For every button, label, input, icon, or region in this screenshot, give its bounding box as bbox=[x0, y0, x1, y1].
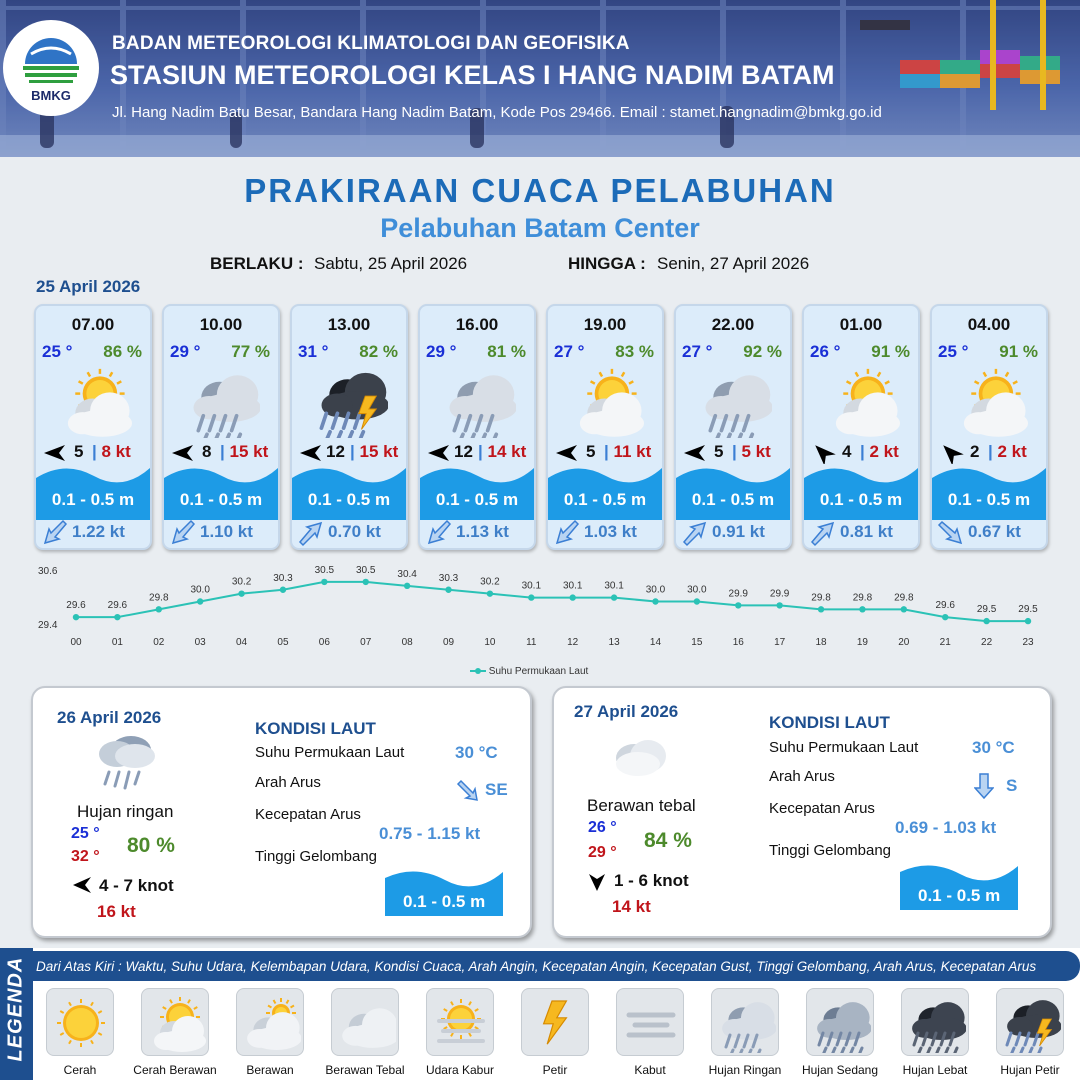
gust-value: 2 kt bbox=[869, 442, 899, 461]
legend-item bbox=[901, 988, 969, 1056]
data-point bbox=[652, 598, 658, 604]
day3-temp-max: 29 ° bbox=[588, 844, 617, 861]
wind-direction-icon bbox=[810, 442, 836, 469]
wave-height: 0.1 - 0.5 m bbox=[563, 490, 647, 509]
x-tick-label: 21 bbox=[939, 637, 951, 648]
legend-series-name: Suhu Permukaan Laut bbox=[488, 666, 589, 677]
hujan-ringan-icon bbox=[698, 364, 772, 443]
data-point bbox=[983, 618, 989, 624]
forecast-card bbox=[674, 304, 792, 550]
current-speed: 1.22 kt bbox=[72, 522, 125, 541]
gust-speed: | 2 kt bbox=[860, 442, 899, 461]
valid-to-label: HINGGA : bbox=[568, 254, 646, 273]
hujan-ringan-icon bbox=[442, 364, 516, 443]
data-label: 30.4 bbox=[397, 568, 417, 580]
gust-value: 15 kt bbox=[359, 442, 399, 461]
forecast-card bbox=[418, 304, 536, 550]
legend-item-label: Cerah bbox=[63, 1063, 97, 1077]
gust-value: 5 kt bbox=[741, 442, 771, 461]
hujan-petir-icon bbox=[314, 364, 388, 443]
forecast-time: 10.00 bbox=[199, 315, 243, 334]
legend-item bbox=[236, 988, 304, 1056]
data-point bbox=[694, 598, 700, 604]
day2-gust: 16 kt bbox=[97, 902, 136, 921]
gust-value: 2 kt bbox=[997, 442, 1027, 461]
day2-current-dir-label: Arah Arus bbox=[255, 774, 321, 791]
data-point bbox=[776, 602, 782, 608]
wind-direction-icon bbox=[554, 442, 580, 469]
forecast-time: 22.00 bbox=[711, 315, 755, 334]
x-tick-label: 15 bbox=[691, 637, 703, 648]
gust-speed: | 5 kt bbox=[732, 442, 771, 461]
gust-value: 8 kt bbox=[101, 442, 131, 461]
forecast-card bbox=[34, 304, 152, 550]
data-point bbox=[901, 606, 907, 612]
wind-speed: 4 bbox=[842, 442, 852, 461]
data-label: 30.1 bbox=[604, 580, 624, 592]
wave-height: 0.1 - 0.5 m bbox=[435, 490, 519, 509]
cerah-berawan-icon bbox=[826, 364, 900, 443]
x-tick-label: 17 bbox=[774, 637, 786, 648]
day2-humidity: 80 % bbox=[127, 834, 175, 857]
data-label: 30.5 bbox=[356, 564, 376, 576]
x-tick-label: 08 bbox=[401, 637, 413, 648]
forecast-temperature: 31 ° bbox=[298, 342, 329, 361]
current-direction-icon bbox=[296, 518, 326, 550]
forecast-card bbox=[290, 304, 408, 550]
day3-wave-label: Tinggi Gelombang bbox=[769, 842, 892, 859]
sst-chart bbox=[0, 558, 1080, 658]
data-point bbox=[528, 594, 534, 600]
data-point bbox=[445, 587, 451, 593]
day3-sst-value: 30 °C bbox=[972, 738, 1015, 757]
day1-date: 25 April 2026 bbox=[36, 277, 141, 296]
x-tick-label: 11 bbox=[526, 637, 537, 648]
x-tick-label: 02 bbox=[153, 637, 165, 648]
wave-height: 0.1 - 0.5 m bbox=[179, 490, 263, 509]
legend-item-label: Cerah Berawan bbox=[133, 1063, 217, 1077]
day2-temp-max: 32 ° bbox=[71, 848, 100, 865]
data-label: 29.8 bbox=[811, 592, 831, 604]
legend-item-label: Berawan Tebal bbox=[325, 1063, 405, 1077]
day3-humidity: 84 % bbox=[644, 829, 692, 852]
hujan-ringan-icon bbox=[91, 726, 163, 803]
data-label: 30.3 bbox=[438, 572, 459, 584]
data-point bbox=[156, 606, 162, 612]
forecast-temperature: 25 ° bbox=[938, 342, 969, 361]
wave-height: 0.1 - 0.5 m bbox=[691, 490, 775, 509]
data-label: 29.6 bbox=[107, 600, 128, 612]
data-label: 29.6 bbox=[66, 600, 86, 612]
forecast-time: 13.00 bbox=[327, 315, 371, 334]
wind-speed: 8 bbox=[202, 442, 212, 461]
day3-wind-speed: 1 - 6 knot bbox=[614, 871, 689, 890]
wind-speed: 12 bbox=[326, 442, 345, 461]
valid-to-value: Senin, 27 April 2026 bbox=[657, 254, 810, 273]
data-point bbox=[611, 594, 617, 600]
sst-series-line bbox=[76, 582, 1028, 621]
day2-wind-speed: 4 - 7 knot bbox=[99, 876, 174, 895]
x-tick-label: 06 bbox=[318, 637, 330, 648]
forecast-temperature: 29 ° bbox=[170, 342, 201, 361]
data-label: 29.9 bbox=[728, 588, 748, 600]
day3-sst-label: Suhu Permukaan Laut bbox=[769, 739, 919, 756]
forecast-temperature: 27 ° bbox=[682, 342, 713, 361]
gust-speed: | 2 kt bbox=[988, 442, 1027, 461]
current-speed: 0.91 kt bbox=[712, 522, 765, 541]
data-point bbox=[280, 587, 286, 593]
day2-sea-title: KONDISI LAUT bbox=[255, 719, 376, 738]
data-point bbox=[569, 594, 575, 600]
cerah-berawan-icon bbox=[58, 364, 132, 443]
day2-sst-label: Suhu Permukaan Laut bbox=[255, 744, 405, 761]
forecast-card bbox=[802, 304, 920, 550]
data-point bbox=[321, 579, 327, 585]
gust-speed: | 15 kt bbox=[350, 442, 399, 461]
wind-direction-icon bbox=[938, 442, 964, 469]
day3-current-speed: 0.69 - 1.03 kt bbox=[895, 818, 997, 837]
day3-gust: 14 kt bbox=[612, 897, 651, 916]
x-tick-label: 00 bbox=[70, 637, 82, 648]
y-tick-label: 29.4 bbox=[38, 620, 58, 631]
data-label: 30.2 bbox=[480, 576, 500, 588]
day2-current-speed-label: Kecepatan Arus bbox=[255, 806, 361, 823]
data-label: 29.6 bbox=[935, 600, 955, 612]
wave-height: 0.1 - 0.5 m bbox=[51, 490, 135, 509]
data-label: 29.8 bbox=[852, 592, 873, 604]
data-label: 29.5 bbox=[976, 604, 997, 616]
current-direction-icon bbox=[552, 518, 582, 550]
sst-chart-legend bbox=[470, 666, 588, 677]
wind-direction-icon bbox=[71, 876, 93, 899]
day3-date: 27 April 2026 bbox=[574, 702, 679, 721]
bmkg-logo bbox=[3, 20, 99, 116]
x-tick-label: 01 bbox=[111, 637, 123, 648]
data-label: 30.2 bbox=[231, 576, 252, 588]
data-point bbox=[238, 590, 244, 596]
gust-speed: | 11 kt bbox=[604, 442, 652, 461]
x-tick-label: 16 bbox=[732, 637, 744, 648]
forecast-humidity: 92 % bbox=[743, 342, 782, 361]
legend-item bbox=[426, 988, 494, 1056]
legend-item-label: Hujan Ringan bbox=[708, 1063, 782, 1077]
wave-height: 0.1 - 0.5 m bbox=[819, 490, 903, 509]
day2-date: 26 April 2026 bbox=[57, 708, 162, 727]
day3-current-dir: S bbox=[1006, 776, 1018, 795]
day2-sst-value: 30 °C bbox=[455, 743, 498, 762]
page-title: PRAKIRAAN CUACA PELABUHAN bbox=[244, 172, 836, 209]
forecast-temperature: 27 ° bbox=[554, 342, 585, 361]
forecast-card bbox=[162, 304, 280, 550]
day2-current-speed: 0.75 - 1.15 kt bbox=[379, 824, 481, 843]
forecast-temperature: 29 ° bbox=[426, 342, 457, 361]
x-tick-label: 23 bbox=[1022, 637, 1034, 648]
forecast-humidity: 82 % bbox=[359, 342, 398, 361]
valid-from-value: Sabtu, 25 April 2026 bbox=[314, 254, 468, 273]
current-direction-icon bbox=[808, 518, 838, 550]
gust-value: 14 kt bbox=[487, 442, 527, 461]
current-direction-icon bbox=[40, 518, 70, 550]
current-direction-icon bbox=[680, 518, 710, 550]
x-tick-label: 10 bbox=[484, 637, 496, 648]
gust-speed: | 8 kt bbox=[92, 442, 131, 461]
forecast-humidity: 86 % bbox=[103, 342, 142, 361]
y-tick-label: 30.6 bbox=[38, 566, 58, 577]
x-tick-label: 13 bbox=[608, 637, 620, 648]
data-label: 29.8 bbox=[149, 592, 169, 604]
data-point bbox=[942, 614, 948, 620]
x-tick-label: 14 bbox=[649, 637, 662, 648]
current-speed: 0.67 kt bbox=[968, 522, 1021, 541]
x-tick-label: 20 bbox=[898, 637, 910, 648]
data-label: 30.0 bbox=[190, 584, 210, 596]
station-name: STASIUN METEOROLOGI KELAS I HANG NADIM BATAM bbox=[110, 60, 835, 90]
x-tick-label: 12 bbox=[567, 637, 579, 648]
cerah-berawan-icon bbox=[954, 364, 1028, 443]
legend-item-label: Hujan Sedang bbox=[801, 1063, 879, 1077]
gust-speed: | 15 kt bbox=[220, 442, 269, 461]
day2-current-dir: SE bbox=[485, 780, 508, 799]
legend-title: LEGENDA bbox=[4, 956, 27, 1062]
forecast-time: 16.00 bbox=[455, 315, 499, 334]
data-label: 30.1 bbox=[562, 580, 583, 592]
data-point bbox=[859, 606, 865, 612]
gust-value: 15 kt bbox=[229, 442, 269, 461]
wind-direction-icon bbox=[426, 442, 452, 469]
day2-panel bbox=[31, 686, 532, 938]
wind-speed: 5 bbox=[714, 442, 724, 461]
legend-item-label: Hujan Lebat bbox=[902, 1063, 968, 1077]
x-tick-label: 09 bbox=[442, 637, 455, 648]
legend-item bbox=[996, 988, 1064, 1056]
wind-direction-icon bbox=[588, 872, 606, 897]
legend-item-label: Berawan bbox=[246, 1063, 294, 1077]
forecast-card bbox=[930, 304, 1048, 550]
day3-current-speed-label: Kecepatan Arus bbox=[769, 800, 875, 817]
day2-temp-min: 25 ° bbox=[71, 825, 100, 842]
berawan-tebal-icon bbox=[608, 732, 672, 789]
data-label: 29.9 bbox=[769, 588, 790, 600]
legend-line-marker bbox=[470, 666, 486, 676]
forecast-humidity: 81 % bbox=[487, 342, 526, 361]
forecast-time: 19.00 bbox=[583, 315, 627, 334]
wave-height: 0.1 - 0.5 m bbox=[947, 490, 1031, 509]
hujan-ringan-icon bbox=[186, 364, 260, 443]
legend-item bbox=[521, 988, 589, 1056]
day3-wave-height: 0.1 - 0.5 m bbox=[918, 886, 1001, 905]
logo-text: BMKG bbox=[31, 88, 71, 103]
data-point bbox=[197, 598, 203, 604]
x-tick-label: 03 bbox=[194, 637, 206, 648]
current-speed: 1.10 kt bbox=[200, 522, 253, 541]
x-tick-label: 18 bbox=[815, 637, 827, 648]
legend-description: Dari Atas Kiri : Waktu, Suhu Udara, Kelembapan Udara, Kondisi Cuaca, Arah Angin, Kecepatan Angin, Kecepatan Gust, Tinggi Gelombang, Arah Arus, Kecepatan Arus bbox=[36, 959, 1037, 974]
data-point bbox=[363, 579, 369, 585]
forecast-card bbox=[546, 304, 664, 550]
current-direction-icon bbox=[168, 518, 198, 550]
gust-value: 11 kt bbox=[613, 442, 652, 461]
day2-condition: Hujan ringan bbox=[77, 802, 174, 821]
data-point bbox=[487, 590, 493, 596]
legend-item bbox=[331, 988, 399, 1056]
legend-item bbox=[616, 988, 684, 1056]
current-arrow-s-icon bbox=[974, 772, 994, 805]
wave-height: 0.1 - 0.5 m bbox=[307, 490, 391, 509]
x-tick-label: 05 bbox=[277, 637, 289, 648]
data-label: 29.8 bbox=[894, 592, 914, 604]
legend-item-label: Kabut bbox=[634, 1063, 666, 1077]
page-subtitle: Pelabuhan Batam Center bbox=[380, 213, 700, 243]
wind-direction-icon bbox=[682, 442, 708, 469]
data-point bbox=[114, 614, 120, 620]
wind-speed: 5 bbox=[586, 442, 596, 461]
current-direction-icon bbox=[424, 518, 454, 550]
wind-speed: 5 bbox=[74, 442, 84, 461]
day3-panel bbox=[552, 686, 1052, 938]
data-point bbox=[735, 602, 741, 608]
forecast-time: 04.00 bbox=[967, 315, 1011, 334]
legend-item bbox=[141, 988, 209, 1056]
current-speed: 1.03 kt bbox=[584, 522, 637, 541]
legend-item-label: Petir bbox=[542, 1063, 568, 1077]
wind-direction-icon bbox=[298, 442, 324, 469]
forecast-time: 07.00 bbox=[71, 315, 115, 334]
forecast-humidity: 83 % bbox=[615, 342, 654, 361]
day3-sea-title: KONDISI LAUT bbox=[769, 713, 890, 732]
legend-side-label bbox=[0, 948, 33, 1080]
legend-item bbox=[46, 988, 114, 1056]
data-point bbox=[73, 614, 79, 620]
data-label: 30.3 bbox=[273, 572, 293, 584]
legend-item bbox=[711, 988, 779, 1056]
x-tick-label: 07 bbox=[360, 637, 372, 648]
data-label: 30.0 bbox=[687, 584, 707, 596]
wind-speed: 12 bbox=[454, 442, 473, 461]
data-point bbox=[404, 583, 410, 589]
forecast-humidity: 77 % bbox=[231, 342, 270, 361]
current-speed: 0.70 kt bbox=[328, 522, 381, 541]
data-label: 30.1 bbox=[521, 580, 542, 592]
legend-item-label: Hujan Petir bbox=[1000, 1063, 1060, 1077]
day3-current-dir-label: Arah Arus bbox=[769, 768, 835, 785]
current-speed: 1.13 kt bbox=[456, 522, 509, 541]
forecast-humidity: 91 % bbox=[999, 342, 1038, 361]
x-tick-label: 19 bbox=[856, 637, 868, 648]
wind-direction-icon bbox=[42, 442, 68, 469]
current-arrow-se-icon bbox=[455, 778, 481, 809]
data-label: 30.5 bbox=[314, 564, 335, 576]
header-banner bbox=[0, 0, 1080, 157]
forecast-temperature: 26 ° bbox=[810, 342, 841, 361]
forecast-humidity: 91 % bbox=[871, 342, 910, 361]
x-tick-label: 04 bbox=[236, 637, 248, 648]
data-point bbox=[1025, 618, 1031, 624]
agency-name: BADAN METEOROLOGI KLIMATOLOGI DAN GEOFISIKA bbox=[112, 33, 630, 54]
current-speed: 0.81 kt bbox=[840, 522, 893, 541]
day2-wave-height: 0.1 - 0.5 m bbox=[403, 892, 486, 911]
current-direction-icon bbox=[936, 518, 966, 550]
day3-temp-min: 26 ° bbox=[588, 819, 617, 836]
cerah-berawan-icon bbox=[570, 364, 644, 443]
station-address: Jl. Hang Nadim Batu Besar, Bandara Hang Nadim Batam, Kode Pos 29466. Email : stamet.hangnadim@bmkg.go.id bbox=[112, 104, 882, 121]
data-label: 30.0 bbox=[645, 584, 666, 596]
gust-speed: | 14 kt bbox=[478, 442, 527, 461]
legend-item bbox=[806, 988, 874, 1056]
data-point bbox=[818, 606, 824, 612]
x-tick-label: 22 bbox=[981, 637, 993, 648]
legend-item-label: Udara Kabur bbox=[425, 1063, 495, 1077]
day3-condition: Berawan tebal bbox=[587, 796, 696, 815]
day2-wave-label: Tinggi Gelombang bbox=[255, 848, 378, 865]
wind-speed: 2 bbox=[970, 442, 980, 461]
valid-from-label: BERLAKU : bbox=[210, 254, 304, 273]
wind-direction-icon bbox=[170, 442, 196, 469]
data-label: 29.5 bbox=[1018, 604, 1038, 616]
forecast-temperature: 25 ° bbox=[42, 342, 73, 361]
forecast-time: 01.00 bbox=[839, 315, 883, 334]
